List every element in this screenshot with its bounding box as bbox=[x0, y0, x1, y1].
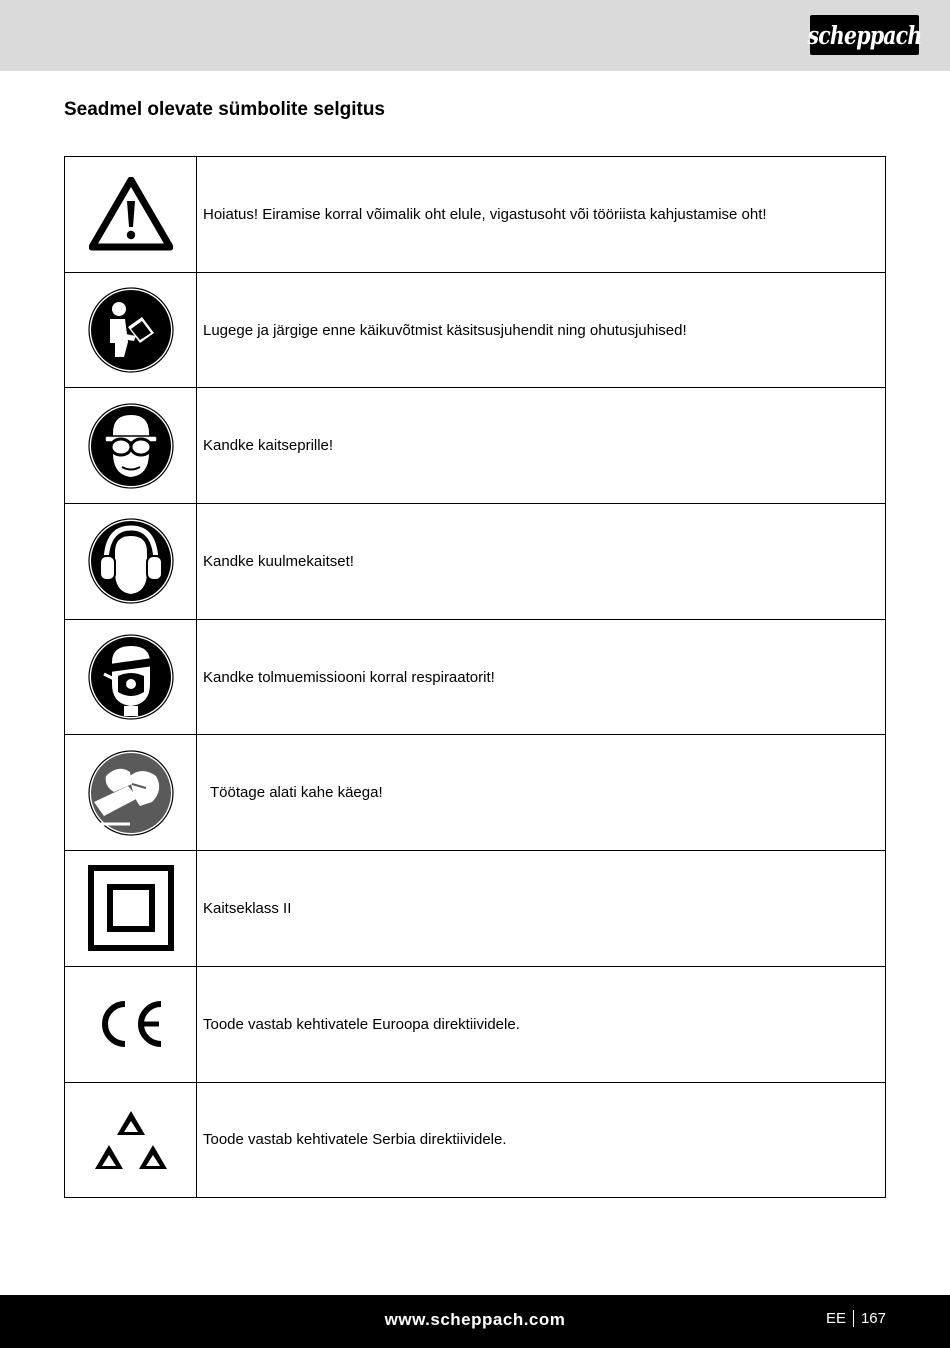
ear-protection-icon bbox=[88, 518, 174, 604]
symbol-description-text: Töötage alati kahe käega! bbox=[210, 784, 383, 802]
symbol-description: Kandke kaitseprille! bbox=[197, 388, 886, 504]
table-row bbox=[65, 966, 886, 1082]
separator bbox=[853, 1310, 854, 1327]
footer-url: www.scheppach.com bbox=[384, 1310, 566, 1329]
table-row bbox=[65, 735, 886, 851]
symbol-description: Toode vastab kehtivatele Euroopa direktiividele. bbox=[197, 966, 886, 1082]
read-manual-icon bbox=[88, 287, 174, 373]
table-row bbox=[65, 619, 886, 735]
page-number: 167 bbox=[860, 1310, 886, 1327]
protection-class-ii-icon bbox=[88, 865, 174, 951]
page-indicator bbox=[826, 1310, 886, 1327]
table-row bbox=[65, 1082, 886, 1198]
logo-text: scheppach bbox=[807, 20, 922, 50]
symbol-table bbox=[64, 156, 886, 1198]
safety-goggles-icon bbox=[88, 403, 174, 489]
symbol-description: Toode vastab kehtivatele Serbia direktiividele. bbox=[197, 1082, 886, 1198]
scheppach-logo bbox=[807, 15, 922, 55]
symbol-description: Kaitseklass II bbox=[197, 851, 886, 967]
two-hands-icon bbox=[88, 750, 174, 836]
symbol-description bbox=[197, 735, 886, 851]
table-row bbox=[65, 388, 886, 504]
table-row bbox=[65, 851, 886, 967]
ce-mark-icon bbox=[97, 998, 165, 1050]
language-code: EE bbox=[825, 1310, 846, 1327]
footer-bar bbox=[0, 1295, 950, 1348]
header-bar bbox=[0, 0, 950, 71]
table-row bbox=[65, 504, 886, 620]
symbol-description: Lugege ja järgige enne käikuvõtmist käsitsusjuhendit ning ohutusjuhised! bbox=[197, 272, 886, 388]
page-title: Seadmel olevate sümbolite selgitus bbox=[64, 99, 385, 120]
symbol-description: Hoiatus! Eiramise korral võimalik oht elule, vigastusoht või tööriista kahjustamise oht! bbox=[197, 157, 886, 273]
symbol-description: Kandke kuulmekaitset! bbox=[197, 504, 886, 620]
table-row bbox=[65, 157, 886, 273]
table-row bbox=[65, 272, 886, 388]
warning-triangle-icon bbox=[89, 177, 173, 251]
serbia-conformity-icon bbox=[93, 1107, 169, 1173]
respirator-icon bbox=[88, 634, 174, 720]
symbol-description: Kandke tolmuemissiooni korral respiraatorit! bbox=[197, 619, 886, 735]
